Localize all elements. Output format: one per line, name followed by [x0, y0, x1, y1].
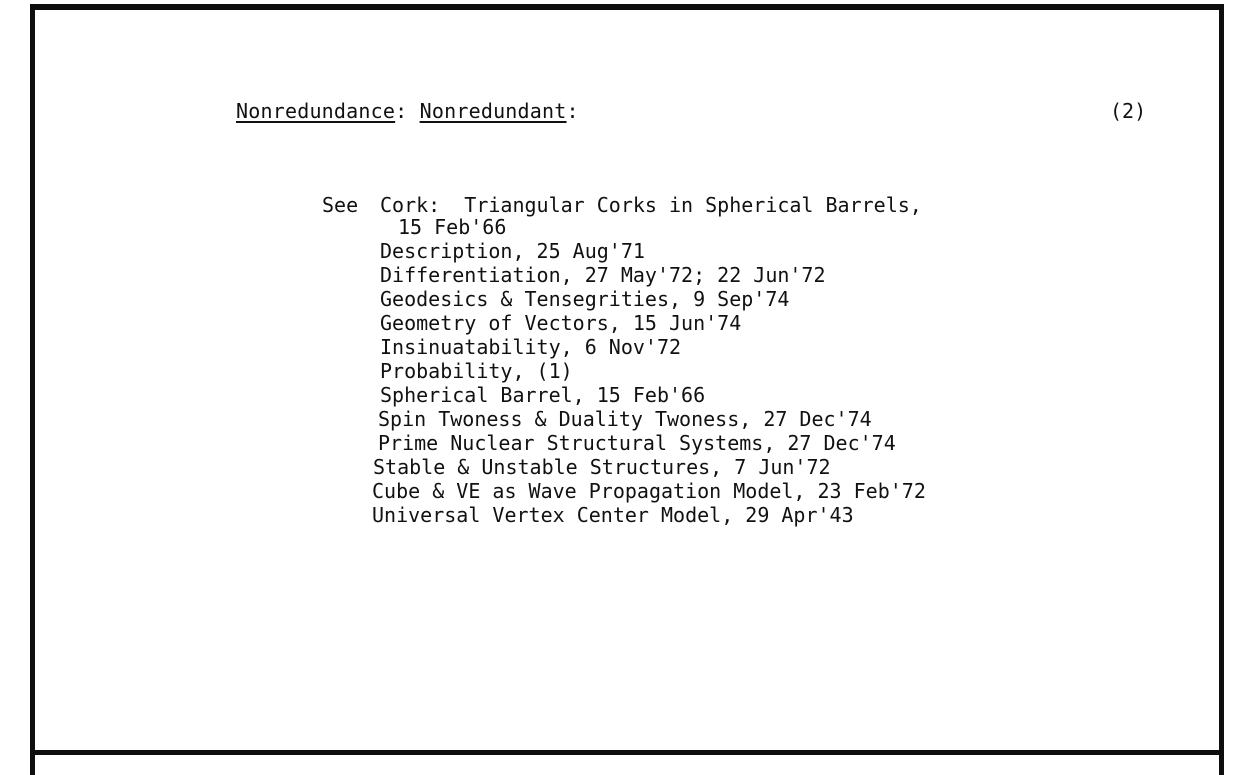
cross-reference-entry: Cork: Triangular Corks in Spherical Barrels, — [380, 193, 922, 217]
cross-reference-entry: Spin Twoness & Duality Twoness, 27 Dec'74 — [378, 407, 872, 431]
cross-reference-entry: Universal Vertex Center Model, 29 Apr'43 — [372, 503, 854, 527]
heading-separator-1: : — [395, 99, 420, 123]
heading-term-nonredundant: Nonredundant — [419, 99, 567, 123]
index-card — [30, 4, 1224, 755]
cross-reference-entry: Insinuatability, 6 Nov'72 — [380, 335, 682, 359]
heading-separator-2: : — [566, 99, 579, 123]
cross-reference-entry: Prime Nuclear Structural Systems, 27 Dec'74 — [378, 431, 896, 455]
cross-reference-entry: Cube & VE as Wave Propagation Model, 23 Feb'72 — [372, 479, 926, 503]
see-prefix: See — [322, 193, 359, 217]
cross-reference-entry: Geometry of Vectors, 15 Jun'74 — [380, 311, 742, 335]
cross-reference-entry-continuation: 15 Feb'66 — [398, 215, 507, 239]
cross-reference-entry: Spherical Barrel, 15 Feb'66 — [380, 383, 706, 407]
cross-reference-entry: Probability, (1) — [380, 359, 573, 383]
cross-reference-entry: Description, 25 Aug'71 — [380, 239, 645, 263]
card-heading — [236, 99, 579, 123]
page-number: (2) — [1110, 99, 1147, 123]
heading-term-nonredundance: Nonredundance — [236, 99, 396, 123]
cross-reference-entry: Differentiation, 27 May'72; 22 Jun'72 — [380, 263, 826, 287]
next-card-edge-right — [1219, 755, 1224, 775]
next-card-edge-left — [30, 755, 35, 775]
cross-reference-entry: Geodesics & Tensegrities, 9 Sep'74 — [380, 287, 790, 311]
cross-reference-entry: Stable & Unstable Structures, 7 Jun'72 — [373, 455, 831, 479]
